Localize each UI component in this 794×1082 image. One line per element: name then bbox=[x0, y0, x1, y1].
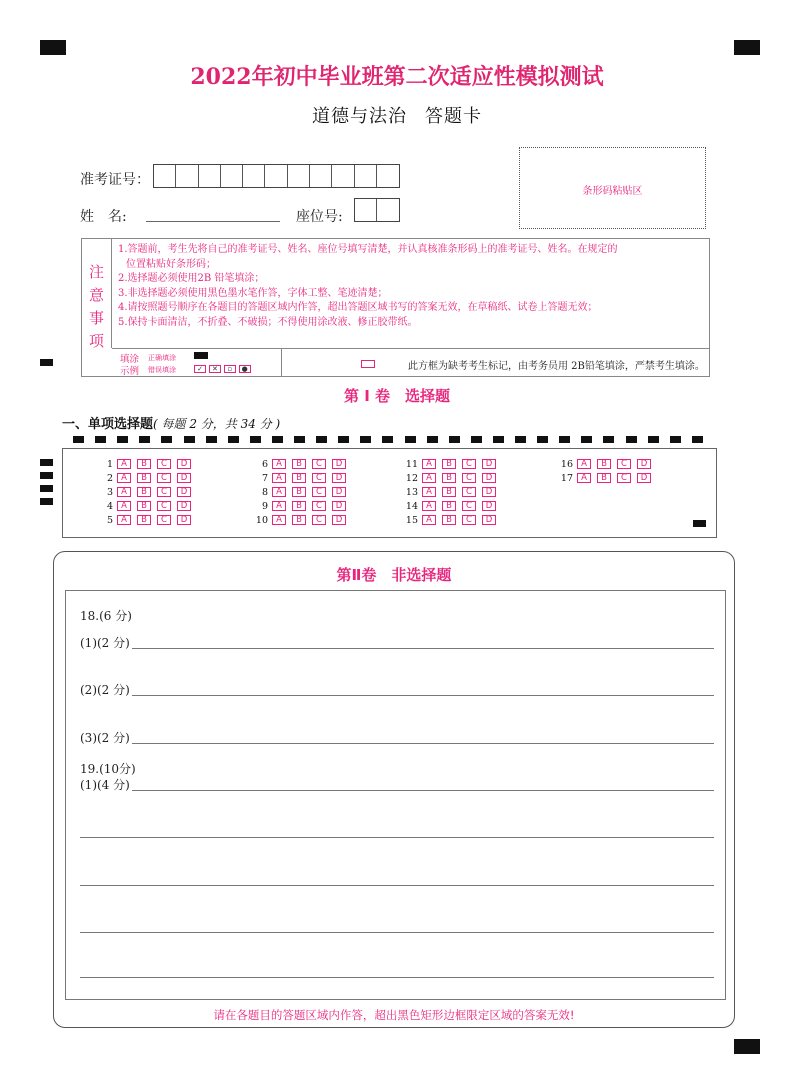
timing-mark bbox=[427, 436, 438, 443]
timing-mark bbox=[338, 436, 349, 443]
notice-item: 5.保持卡面清洁，不折叠、不破损；不得使用涂改液、修正胶带纸。 bbox=[118, 316, 418, 328]
option-c-bubble[interactable]: C bbox=[462, 473, 476, 483]
option-c-bubble[interactable]: C bbox=[462, 487, 476, 497]
option-c-bubble[interactable]: C bbox=[157, 473, 171, 483]
question-number: 15 bbox=[405, 514, 418, 526]
seat-number-boxes[interactable] bbox=[354, 198, 400, 222]
question-8-row bbox=[254, 486, 352, 498]
question-18-2-label: (2)(2 分) bbox=[80, 683, 130, 697]
notice-panel bbox=[81, 238, 710, 377]
side-mark bbox=[40, 359, 53, 366]
option-d-bubble[interactable]: D bbox=[332, 515, 346, 525]
barcode-label: 条形码粘贴区 bbox=[582, 186, 643, 197]
name-field[interactable] bbox=[146, 221, 280, 222]
option-d-bubble[interactable]: D bbox=[177, 487, 191, 497]
option-b-bubble[interactable]: B bbox=[292, 473, 306, 483]
timing-mark bbox=[449, 436, 460, 443]
question-13-row bbox=[404, 486, 502, 498]
question-10-row bbox=[254, 514, 352, 526]
option-a-bubble[interactable]: A bbox=[422, 459, 436, 469]
option-c-bubble[interactable]: C bbox=[157, 487, 171, 497]
option-c-bubble[interactable]: C bbox=[312, 473, 326, 483]
timing-mark bbox=[559, 436, 570, 443]
timing-mark bbox=[95, 436, 106, 443]
notice-item: 4.请按照题号顺序在各题目的答题区域内作答，超出答题区域书写的答案无效，在草稿纸、试卷上答题无效； bbox=[118, 302, 598, 313]
option-d-bubble[interactable]: D bbox=[332, 501, 346, 511]
question-18-3-label: (3)(2 分) bbox=[80, 731, 130, 745]
timing-mark bbox=[161, 436, 172, 443]
option-d-bubble[interactable]: D bbox=[482, 487, 496, 497]
option-c-bubble[interactable]: C bbox=[462, 459, 476, 469]
answer-line bbox=[80, 695, 714, 696]
timing-mark bbox=[382, 436, 393, 443]
timing-mark bbox=[405, 436, 416, 443]
option-b-bubble[interactable]: B bbox=[137, 487, 151, 497]
option-c-bubble[interactable]: C bbox=[312, 501, 326, 511]
timing-mark bbox=[626, 436, 637, 443]
option-c-bubble[interactable]: C bbox=[617, 473, 631, 483]
wrong-fill-samples: ✓ ✕ ▫ ● bbox=[194, 364, 251, 374]
option-d-bubble[interactable]: D bbox=[482, 515, 496, 525]
exam-number-boxes[interactable] bbox=[153, 164, 400, 188]
option-b-bubble[interactable]: B bbox=[292, 501, 306, 511]
timing-mark bbox=[73, 436, 84, 443]
timing-mark bbox=[692, 436, 703, 443]
notice-item: 1.答题前，考生先将自己的准考证号、姓名、座位号填写清楚，并认真核准条形码上的准考证号、姓名。在规定的 bbox=[118, 244, 618, 255]
exam-subtitle bbox=[0, 102, 794, 128]
option-b-bubble[interactable]: B bbox=[137, 515, 151, 525]
notice-item: 3.非选择题必须使用黑色墨水笔作答，字体工整、笔迹清楚； bbox=[118, 287, 388, 299]
fill-example: 填涂 示例 正确填涂 错误填涂 ✓ ✕ ▫ ● bbox=[112, 349, 282, 377]
option-c-bubble[interactable]: C bbox=[157, 501, 171, 511]
question-7-row bbox=[254, 472, 352, 484]
option-a-bubble[interactable]: A bbox=[272, 459, 286, 469]
answer-line bbox=[80, 885, 714, 886]
question-number: 14 bbox=[405, 500, 418, 512]
answer-line bbox=[80, 932, 714, 933]
row-mark bbox=[40, 498, 53, 505]
option-d-bubble[interactable]: D bbox=[177, 473, 191, 483]
option-d-bubble[interactable]: D bbox=[482, 459, 496, 469]
timing-mark bbox=[537, 436, 548, 443]
option-b-bubble[interactable]: B bbox=[137, 459, 151, 469]
answer-line bbox=[80, 790, 714, 791]
option-b-bubble[interactable]: B bbox=[442, 515, 456, 525]
option-d-bubble[interactable]: D bbox=[332, 487, 346, 497]
question-2-row bbox=[99, 472, 197, 484]
timing-mark bbox=[228, 436, 239, 443]
timing-mark bbox=[206, 436, 217, 443]
question-number: 6 bbox=[261, 458, 268, 470]
question-6-row bbox=[254, 458, 352, 470]
row-mark bbox=[40, 485, 53, 492]
timing-mark bbox=[360, 436, 371, 443]
question-number: 17 bbox=[560, 472, 573, 484]
option-a-bubble[interactable]: A bbox=[422, 515, 436, 525]
option-a-bubble[interactable]: A bbox=[422, 501, 436, 511]
option-b-bubble[interactable]: B bbox=[292, 487, 306, 497]
timing-mark bbox=[648, 436, 659, 443]
option-d-bubble[interactable]: D bbox=[332, 473, 346, 483]
option-c-bubble[interactable]: C bbox=[312, 515, 326, 525]
question-number: 9 bbox=[261, 500, 268, 512]
option-a-bubble[interactable]: A bbox=[117, 459, 131, 469]
option-b-bubble[interactable]: B bbox=[137, 473, 151, 483]
timing-mark bbox=[603, 436, 614, 443]
notice-heading: 注 意 事 项 bbox=[82, 239, 112, 348]
option-a-bubble[interactable]: A bbox=[577, 473, 591, 483]
option-c-bubble[interactable]: C bbox=[462, 501, 476, 511]
absent-note: 此方框为缺考考生标记，由考务员用 2B铅笔填涂，严禁考生填涂。 bbox=[408, 361, 705, 372]
timing-mark bbox=[515, 436, 526, 443]
timing-mark bbox=[471, 436, 482, 443]
option-b-bubble[interactable]: B bbox=[442, 487, 456, 497]
part2-panel bbox=[53, 551, 735, 1028]
option-a-bubble[interactable]: A bbox=[422, 473, 436, 483]
absent-mark-box[interactable] bbox=[361, 360, 375, 368]
question-number: 1 bbox=[106, 458, 113, 470]
option-d-bubble[interactable]: D bbox=[177, 501, 191, 511]
row-mark bbox=[40, 459, 53, 466]
question-number: 3 bbox=[106, 486, 113, 498]
part2-title: 第Ⅱ卷 非选择题 bbox=[336, 566, 452, 584]
question-15-row bbox=[404, 514, 502, 526]
option-d-bubble[interactable]: D bbox=[482, 473, 496, 483]
notice-item: 2.选择题必须使用2B 铅笔填涂； bbox=[118, 273, 265, 284]
option-a-bubble[interactable]: A bbox=[272, 501, 286, 511]
option-c-bubble[interactable]: C bbox=[157, 459, 171, 469]
question-number: 8 bbox=[261, 486, 268, 498]
option-d-bubble[interactable]: D bbox=[177, 515, 191, 525]
card-label: 答题卡 bbox=[425, 106, 482, 127]
answer-line bbox=[80, 977, 714, 978]
question-number: 11 bbox=[405, 458, 418, 470]
question-1-row bbox=[99, 458, 197, 470]
answer-line bbox=[80, 743, 714, 744]
row-mark bbox=[40, 472, 53, 479]
option-a-bubble[interactable]: A bbox=[577, 459, 591, 469]
option-d-bubble[interactable]: D bbox=[637, 473, 651, 483]
option-c-bubble[interactable]: C bbox=[462, 515, 476, 525]
question-number: 10 bbox=[255, 514, 268, 526]
part1-title: 第 I 卷 选择题 bbox=[343, 387, 451, 405]
option-b-bubble[interactable]: B bbox=[597, 473, 611, 483]
question-number: 13 bbox=[405, 486, 418, 498]
option-b-bubble[interactable]: B bbox=[442, 501, 456, 511]
timing-mark bbox=[294, 436, 305, 443]
notice-items bbox=[118, 243, 708, 330]
option-a-bubble[interactable]: A bbox=[117, 487, 131, 497]
option-a-bubble[interactable]: A bbox=[117, 473, 131, 483]
timing-mark bbox=[581, 436, 592, 443]
option-b-bubble[interactable]: B bbox=[137, 501, 151, 511]
option-b-bubble[interactable]: B bbox=[292, 459, 306, 469]
correct-fill-sample bbox=[194, 352, 208, 359]
corner-mark-bottom-right bbox=[734, 1039, 760, 1054]
option-c-bubble[interactable]: C bbox=[157, 515, 171, 525]
option-d-bubble[interactable]: D bbox=[332, 459, 346, 469]
timing-mark bbox=[493, 436, 504, 443]
notice-item: 位置粘贴好条形码； bbox=[126, 258, 216, 270]
timing-mark bbox=[250, 436, 261, 443]
question-14-row bbox=[404, 500, 502, 512]
question-number: 2 bbox=[106, 472, 113, 484]
exam-number-label: 准考证号： bbox=[80, 172, 150, 188]
choice-answer-area bbox=[62, 448, 717, 538]
timing-mark bbox=[670, 436, 681, 443]
question-number: 7 bbox=[261, 472, 268, 484]
question-9-row bbox=[254, 500, 352, 512]
option-d-bubble[interactable]: D bbox=[637, 459, 651, 469]
question-5-row bbox=[99, 514, 197, 526]
option-a-bubble[interactable]: A bbox=[272, 487, 286, 497]
option-d-bubble[interactable]: D bbox=[482, 501, 496, 511]
name-label: 姓 名: bbox=[80, 209, 127, 225]
question-4-row bbox=[99, 500, 197, 512]
section-heading: 一、单项选择题( 每题 2 分，共 34 分 ) bbox=[62, 417, 281, 432]
subject-name: 道德与法治 bbox=[312, 106, 407, 127]
timing-mark bbox=[272, 436, 283, 443]
question-number: 16 bbox=[560, 458, 573, 470]
option-c-bubble[interactable]: C bbox=[617, 459, 631, 469]
option-b-bubble[interactable]: B bbox=[597, 459, 611, 469]
corner-mark-top-left bbox=[40, 40, 66, 55]
option-a-bubble[interactable]: A bbox=[272, 515, 286, 525]
answer-line bbox=[80, 648, 714, 649]
question-number: 5 bbox=[106, 514, 113, 526]
option-b-bubble[interactable]: B bbox=[442, 459, 456, 469]
question-18-1-label: (1)(2 分) bbox=[80, 636, 130, 650]
option-a-bubble[interactable]: A bbox=[117, 515, 131, 525]
question-17-row bbox=[559, 472, 657, 484]
timing-mark bbox=[117, 436, 128, 443]
option-a-bubble[interactable]: A bbox=[117, 501, 131, 511]
seat-label: 座位号: bbox=[296, 209, 343, 225]
question-16-row bbox=[559, 458, 657, 470]
question-3-row bbox=[99, 486, 197, 498]
question-19-label: 19.(10分) bbox=[80, 762, 136, 776]
option-a-bubble[interactable]: A bbox=[422, 487, 436, 497]
option-d-bubble[interactable]: D bbox=[177, 459, 191, 469]
timing-mark bbox=[139, 436, 150, 443]
question-11-row bbox=[404, 458, 502, 470]
option-b-bubble[interactable]: B bbox=[442, 473, 456, 483]
question-number: 4 bbox=[106, 500, 113, 512]
timing-mark bbox=[316, 436, 327, 443]
exam-title: 2022年初中毕业班第二次适应性模拟测试 bbox=[190, 64, 604, 90]
answer-line bbox=[80, 837, 714, 838]
corner-mark-top-right bbox=[734, 40, 760, 55]
question-12-row bbox=[404, 472, 502, 484]
question-19-1-label: (1)(4 分) bbox=[80, 778, 130, 792]
option-c-bubble[interactable]: C bbox=[312, 487, 326, 497]
question-18-label: 18.(6 分) bbox=[80, 609, 132, 623]
option-c-bubble[interactable]: C bbox=[312, 459, 326, 469]
answer-warning: 请在各题目的答题区域内作答，超出黑色矩形边框限定区域的答案无效! bbox=[213, 1008, 575, 1022]
question-number: 12 bbox=[405, 472, 418, 484]
option-a-bubble[interactable]: A bbox=[272, 473, 286, 483]
option-b-bubble[interactable]: B bbox=[292, 515, 306, 525]
barcode-area bbox=[519, 147, 706, 229]
timing-mark bbox=[184, 436, 195, 443]
choice-area-mark bbox=[693, 520, 706, 527]
answer-region[interactable] bbox=[65, 590, 726, 1000]
